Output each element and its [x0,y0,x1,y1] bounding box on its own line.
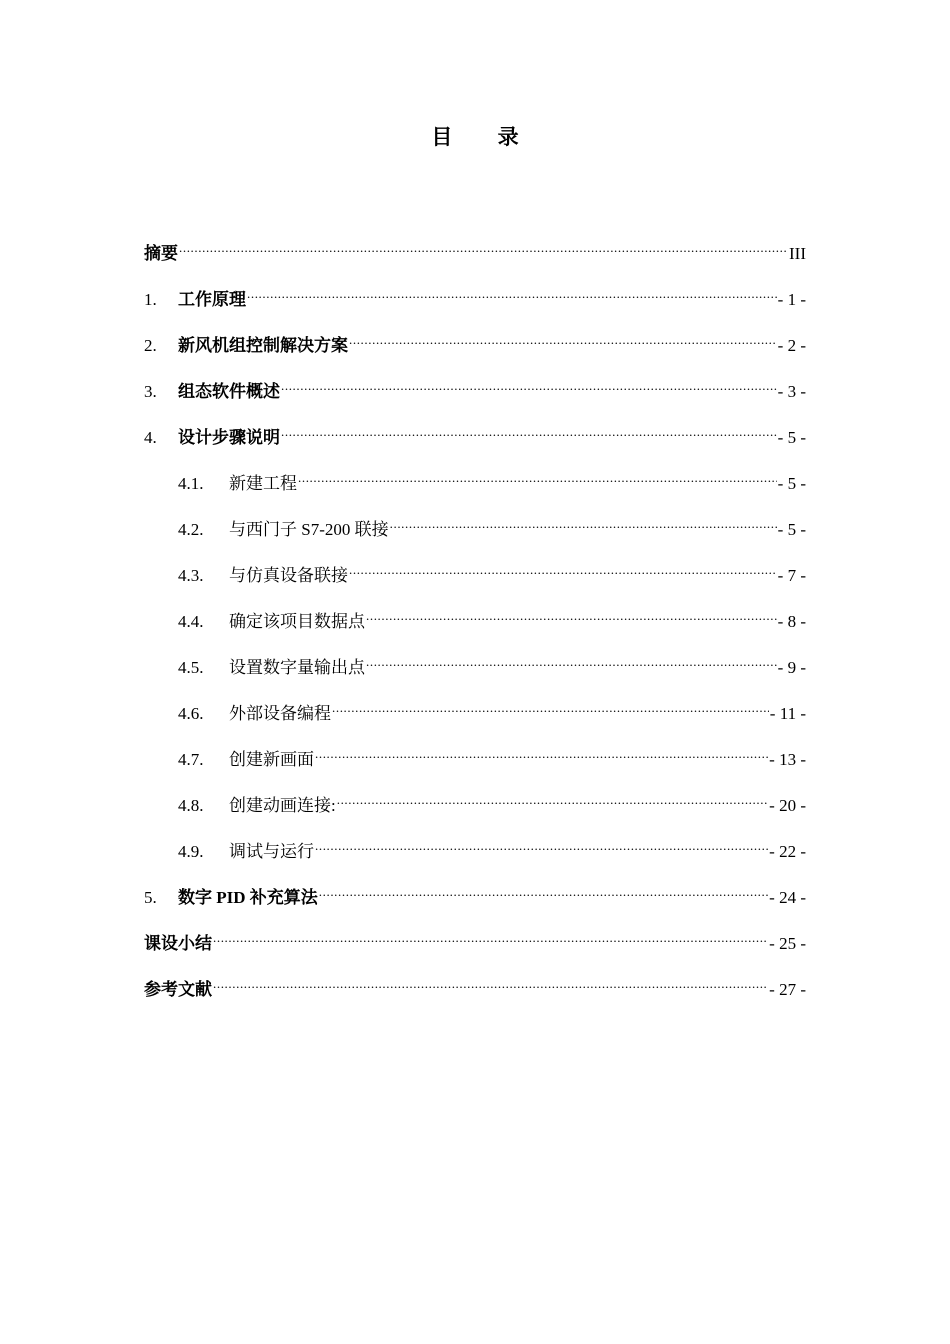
toc-entry-text: 外部设备编程 [229,704,331,723]
toc-entry-page: - 24 - [769,888,806,907]
toc-entry-page: - 25 - [769,934,806,953]
toc-entry-text: 设计步骤说明 [178,428,280,447]
toc-dot-leader [281,367,777,397]
toc-entry[interactable] [144,643,806,689]
toc-dot-leader [390,505,777,535]
toc-entry-page: - 1 - [777,290,806,309]
toc-entry-text: 组态软件概述 [178,382,280,401]
toc-entry-text: 与西门子 S7-200 联接 [229,520,389,539]
toc-dot-leader [366,643,777,673]
toc-dot-leader [298,459,777,489]
toc-entry-number: 4. [144,428,157,447]
toc-dot-leader [349,551,777,581]
toc-entry-text: 创建新画面 [229,750,314,769]
toc-entry-page: - 13 - [769,750,806,769]
toc-entry-page: - 9 - [777,658,806,677]
toc-dot-leader [247,275,777,305]
toc-entry[interactable] [144,505,806,551]
toc-entry-text: 确定该项目数据点 [229,612,365,631]
toc-entry[interactable] [144,367,806,413]
toc-title: 目 录 [431,125,539,149]
toc-dot-leader [213,965,768,995]
toc-entry-number: 2. [144,336,157,355]
toc-entry-number: 4.5. [178,658,204,677]
toc-entry-number: 1. [144,290,157,309]
toc-entry-text: 参考文献 [144,980,212,999]
toc-entry-text: 新风机组控制解决方案 [178,336,348,355]
toc-entry-text: 新建工程 [229,474,297,493]
toc-entry[interactable] [144,275,806,321]
toc-entry-number: 5. [144,888,157,907]
toc-entry-text: 与仿真设备联接 [229,566,348,585]
toc-list [144,229,806,1011]
toc-entry-page: - 2 - [777,336,806,355]
toc-dot-leader [332,689,769,719]
toc-entry-number: 4.4. [178,612,204,631]
toc-entry-page: - 27 - [769,980,806,999]
toc-entry-text: 课设小结 [144,934,212,953]
toc-entry-page: - 3 - [777,382,806,401]
toc-entry[interactable] [144,873,806,919]
toc-dot-leader [366,597,777,627]
toc-entry-text: 工作原理 [178,290,246,309]
toc-entry-page: - 11 - [769,704,806,723]
toc-dot-leader [337,781,768,811]
toc-entry[interactable] [144,459,806,505]
toc-entry-page: - 7 - [777,566,806,585]
toc-entry-number: 4.2. [178,520,204,539]
toc-entry-page: - 5 - [777,520,806,539]
toc-dot-leader [213,919,768,949]
toc-dot-leader [315,735,768,765]
toc-entry[interactable] [144,735,806,781]
toc-entry-page: III [789,244,806,263]
toc-entry-number: 3. [144,382,157,401]
toc-entry-page: - 20 - [769,796,806,815]
toc-entry[interactable] [144,827,806,873]
toc-entry-number: 4.3. [178,566,204,585]
toc-entry-number: 4.1. [178,474,204,493]
toc-dot-leader [319,873,768,903]
toc-dot-leader [349,321,777,351]
toc-entry[interactable] [144,919,806,965]
toc-entry-number: 4.9. [178,842,204,861]
toc-entry-text: 设置数字量输出点 [229,658,365,677]
toc-entry[interactable] [144,551,806,597]
toc-entry-page: - 5 - [777,428,806,447]
toc-dot-leader [315,827,768,857]
toc-entry[interactable] [144,781,806,827]
toc-entry[interactable] [144,413,806,459]
toc-entry[interactable] [144,321,806,367]
toc-entry-text: 调试与运行 [229,842,314,861]
toc-dot-leader [179,229,788,259]
toc-entry-text: 数字 PID 补充算法 [178,888,318,907]
toc-entry-page: - 5 - [777,474,806,493]
toc-entry-page: - 8 - [777,612,806,631]
toc-entry-page: - 22 - [769,842,806,861]
toc-entry[interactable] [144,597,806,643]
toc-entry-number: 4.7. [178,750,204,769]
toc-entry[interactable] [144,689,806,735]
toc-entry-text: 创建动画连接: [229,796,336,815]
toc-entry-text: 摘要 [144,244,178,263]
toc-entry-number: 4.8. [178,796,204,815]
toc-dot-leader [281,413,777,443]
toc-entry[interactable] [144,965,806,1011]
toc-entry[interactable] [144,229,806,275]
toc-entry-number: 4.6. [178,704,204,723]
